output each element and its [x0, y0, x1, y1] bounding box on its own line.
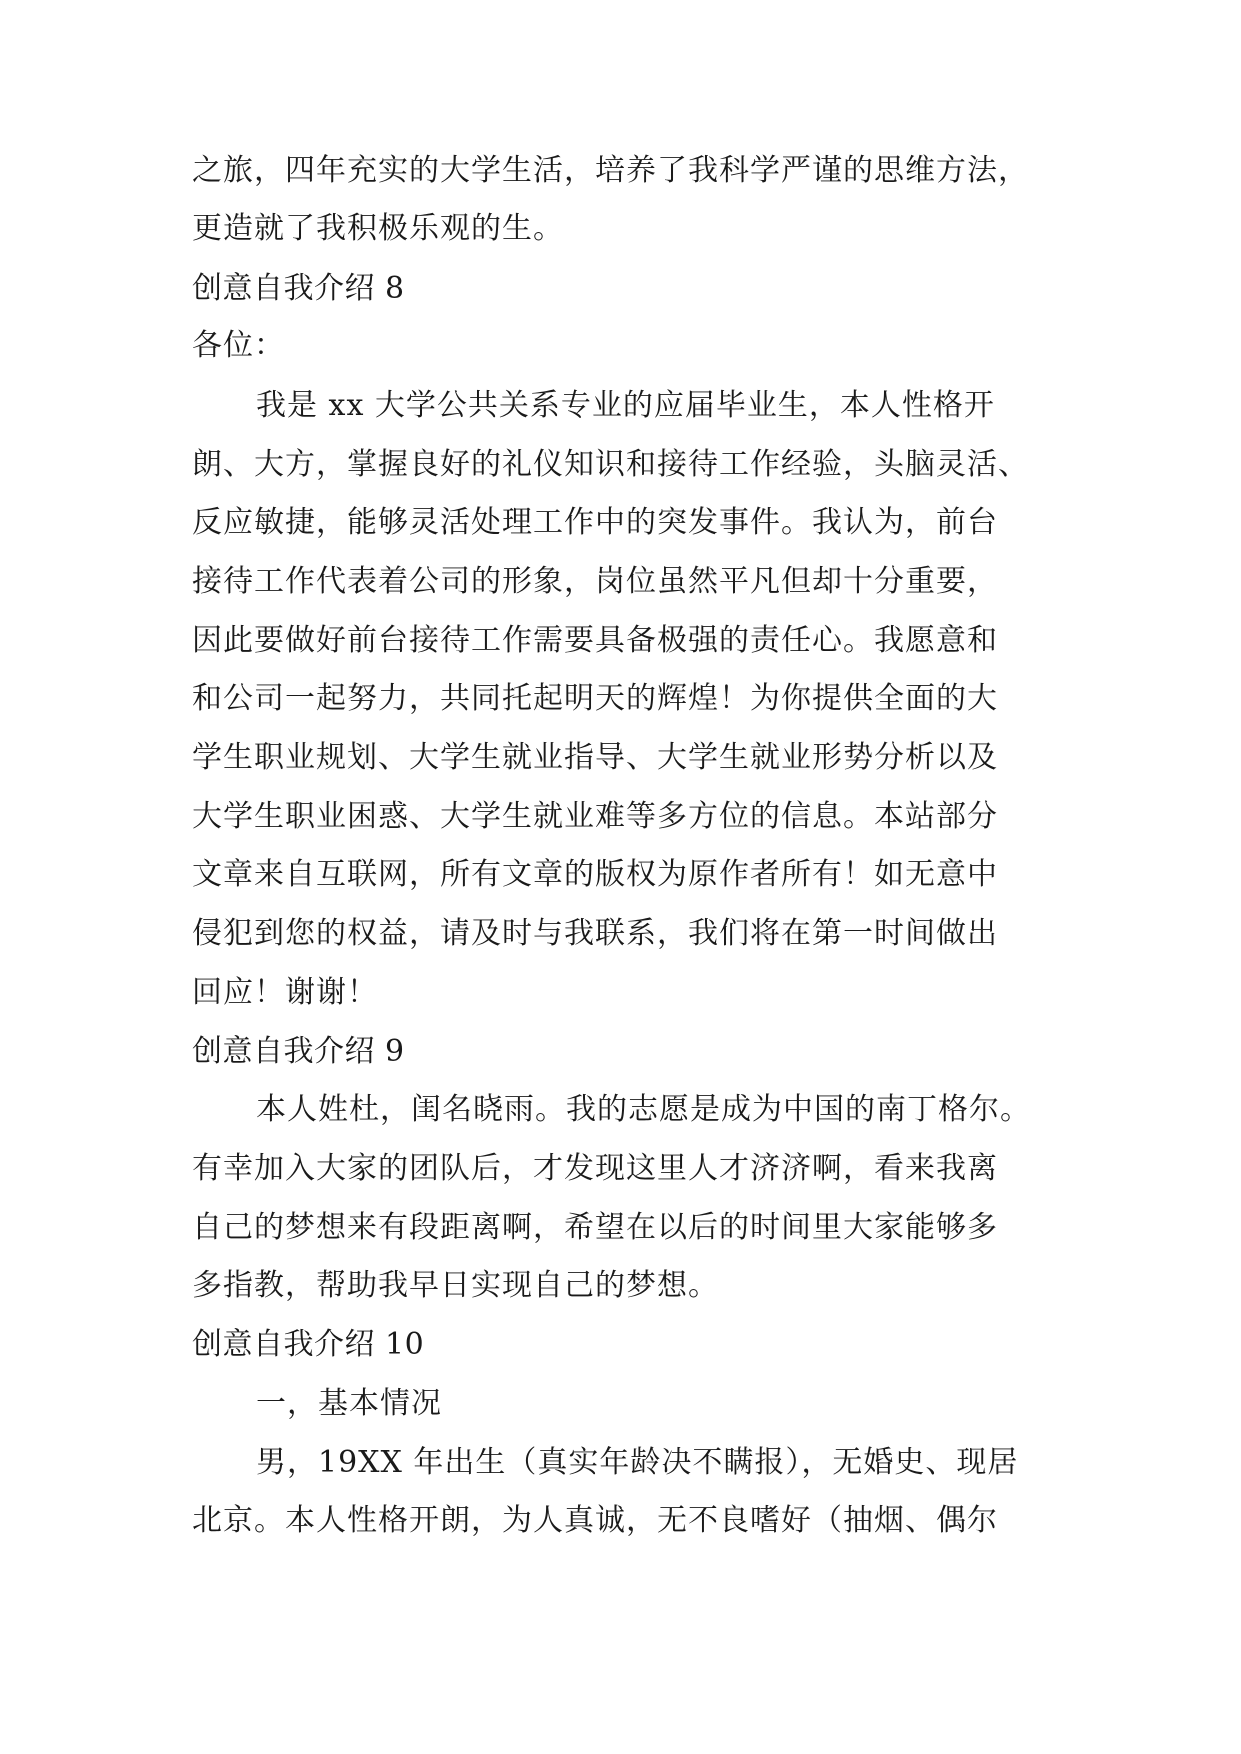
body-text-line: 接待工作代表着公司的形象，岗位虽然平凡但却十分重要，	[192, 564, 998, 599]
body-text-line: 文章来自互联网，所有文章的版权为原作者所有！如无意中	[192, 857, 998, 892]
section-heading-10: 创意自我介绍 10	[192, 1327, 425, 1362]
paragraph-first-line: 男，19XX 年出生（真实年龄决不瞒报），无婚史、现居	[256, 1445, 1019, 1480]
body-text-line: 更造就了我积极乐观的生。	[192, 211, 564, 246]
body-text-line: 朗、大方，掌握良好的礼仪知识和接待工作经验，头脑灵活、	[192, 447, 1029, 482]
salutation: 各位：	[192, 328, 285, 363]
section-heading-8: 创意自我介绍 8	[192, 271, 405, 306]
body-text-line: 有幸加入大家的团队后，才发现这里人才济济啊，看来我离	[192, 1151, 998, 1186]
body-text-line: 自己的梦想来有段距离啊，希望在以后的时间里大家能够多	[192, 1210, 998, 1245]
subsection-heading: 一，基本情况	[256, 1386, 442, 1421]
body-text-line: 大学生职业困惑、大学生就业难等多方位的信息。本站部分	[192, 799, 998, 834]
body-text-line: 北京。本人性格开朗，为人真诚，无不良嗜好（抽烟、偶尔	[192, 1503, 998, 1538]
body-text-line: 回应！谢谢！	[192, 975, 378, 1010]
section-heading-9: 创意自我介绍 9	[192, 1034, 405, 1069]
body-text-line: 反应敏捷，能够灵活处理工作中的突发事件。我认为，前台	[192, 505, 998, 540]
body-text-line: 和公司一起努力，共同托起明天的辉煌！为你提供全面的大	[192, 681, 998, 716]
body-text-line: 多指教，帮助我早日实现自己的梦想。	[192, 1268, 719, 1303]
body-text-line: 之旅，四年充实的大学生活，培养了我科学严谨的思维方法，	[192, 153, 1029, 188]
body-text-line: 侵犯到您的权益，请及时与我联系，我们将在第一时间做出	[192, 916, 998, 951]
paragraph-first-line: 本人姓杜，闺名晓雨。我的志愿是成为中国的南丁格尔。	[256, 1092, 1031, 1127]
body-text-line: 因此要做好前台接待工作需要具备极强的责任心。我愿意和	[192, 623, 998, 658]
paragraph-first-line: 我是 xx 大学公共关系专业的应届毕业生，本人性格开	[256, 388, 995, 423]
body-text-line: 学生职业规划、大学生就业指导、大学生就业形势分析以及	[192, 740, 998, 775]
